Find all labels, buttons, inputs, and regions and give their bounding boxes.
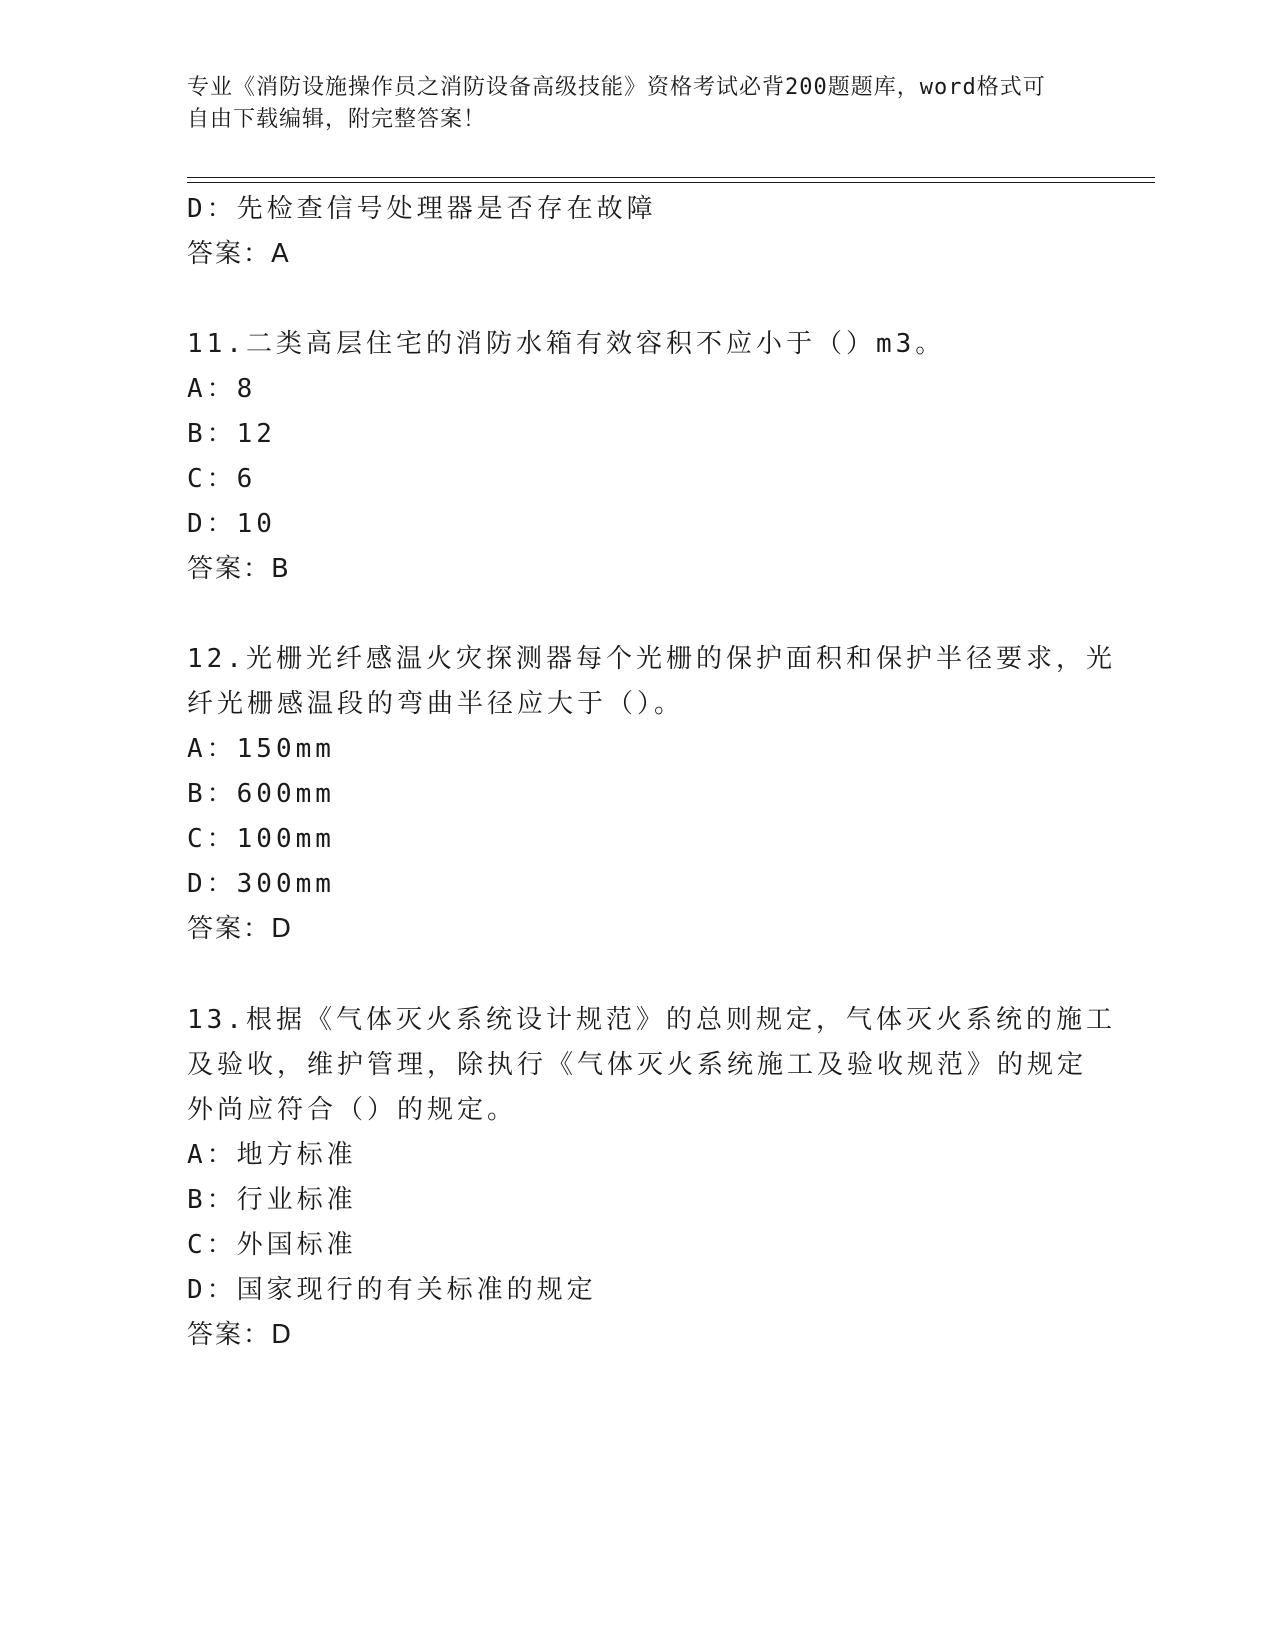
prev-option-d: D：先检查信号处理器是否存在故障 bbox=[187, 194, 657, 224]
prev-answer: 答案：A bbox=[187, 239, 291, 269]
q12-question-line2: 纤光栅感温段的弯曲半径应大于（）。 bbox=[187, 689, 685, 719]
q13-question-line2: 及验收，维护管理，除执行《气体灭火系统施工及验收规范》的规定 bbox=[187, 1050, 1088, 1080]
q12-option-b: B：600mm bbox=[187, 779, 335, 809]
q12-question-line1: 12.光栅光纤感温火灾探测器每个光栅的保护面积和保护半径要求，光 bbox=[187, 644, 1116, 674]
header-divider-bottom bbox=[187, 182, 1155, 183]
q13-question-line3: 外尚应符合（）的规定。 bbox=[187, 1095, 518, 1125]
q12-option-d: D：300mm bbox=[187, 869, 335, 899]
q13-option-b: B：行业标准 bbox=[187, 1185, 357, 1215]
q11-answer: 答案：B bbox=[187, 554, 291, 584]
q11-option-c: C：6 bbox=[187, 464, 257, 494]
q11-question: 11.二类高层住宅的消防水箱有效容积不应小于（）m3。 bbox=[187, 329, 946, 359]
q13-option-a: A：地方标准 bbox=[187, 1140, 357, 1170]
q11-option-a: A：8 bbox=[187, 374, 257, 404]
q13-option-d: D：国家现行的有关标准的规定 bbox=[187, 1275, 597, 1305]
document-header: 专业《消防设施操作员之消防设备高级技能》资格考试必背200题题库，word格式可自由下载编辑，附完整答案！ bbox=[187, 75, 1046, 132]
q13-answer: 答案：D bbox=[187, 1320, 294, 1350]
q11-option-b: B：12 bbox=[187, 419, 276, 449]
q12-option-a: A：150mm bbox=[187, 734, 335, 764]
q11-option-d: D：10 bbox=[187, 509, 276, 539]
q12-option-c: C：100mm bbox=[187, 824, 335, 854]
header-divider-top bbox=[187, 177, 1155, 178]
q12-answer: 答案：D bbox=[187, 914, 294, 944]
q13-option-c: C：外国标准 bbox=[187, 1230, 357, 1260]
q13-question-line1: 13.根据《气体灭火系统设计规范》的总则规定，气体灭火系统的施工 bbox=[187, 1005, 1116, 1035]
